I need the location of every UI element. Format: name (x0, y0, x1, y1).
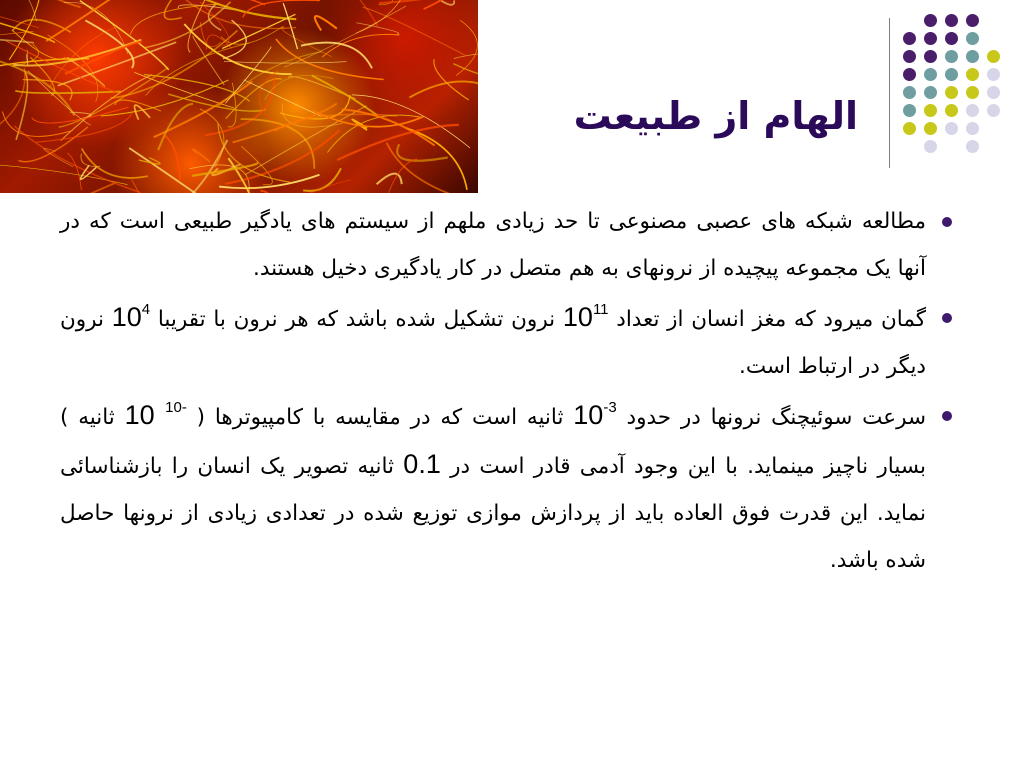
exponent: -3 (603, 399, 617, 416)
decorative-dot (903, 86, 916, 99)
decorative-dot (945, 104, 958, 117)
decorative-dot (924, 122, 937, 135)
number: 10 (562, 302, 593, 332)
fiber-stroke (2, 112, 72, 137)
fiber-stroke (283, 3, 297, 49)
fiber-stroke (144, 2, 230, 48)
decorative-dot (924, 14, 937, 27)
decorative-dot (903, 122, 916, 135)
number: 10 (124, 400, 166, 430)
number-with-exponent (573, 399, 617, 430)
bullet-icon (942, 217, 952, 227)
decorative-dot (987, 68, 1000, 81)
number: 10 (111, 302, 142, 332)
bullet-icon (942, 313, 952, 323)
neural-network-photo (0, 0, 478, 193)
bullet-text-part: گمان میرود که مغز انسان از تعداد (608, 307, 926, 332)
decorative-dot (945, 86, 958, 99)
fiber-stroke (434, 59, 469, 100)
fiber-stroke (0, 39, 34, 45)
decorative-dot (924, 86, 937, 99)
fiber-stroke (315, 16, 337, 30)
fiber-stroke (387, 143, 478, 193)
decorative-dot (903, 68, 916, 81)
decorative-dot-grid (903, 14, 1013, 164)
decorative-dot (987, 86, 1000, 99)
fiber-stroke (67, 153, 81, 190)
fiber-stroke (228, 83, 236, 127)
fiber-stroke (218, 123, 290, 182)
decorative-dot (924, 68, 937, 81)
slide-title: الهام از طبیعت (573, 94, 858, 138)
decorative-dot (903, 104, 916, 117)
bullet-text-part: سرعت سوئیچنگ نرونها در حدود (616, 405, 926, 430)
fiber-stroke (409, 81, 478, 97)
decorative-dot (924, 32, 937, 45)
number: 10 (573, 400, 604, 430)
decorative-dot (966, 86, 979, 99)
fiber-stroke (46, 0, 124, 41)
decorative-dot (903, 32, 916, 45)
fiber-stroke (377, 174, 402, 185)
bullet-item-1 (60, 198, 960, 292)
fiber-stroke (193, 149, 210, 162)
bullet-item-3 (60, 392, 960, 584)
number-with-exponent (562, 301, 609, 332)
fiber-stroke (173, 0, 296, 29)
bullet-text-part: نرون تشکیل شده باشد که هر نرون با تقریبا (150, 307, 563, 332)
fiber-stroke (0, 10, 55, 42)
bullet-text-part: ثانیه تصویر یک انسان را بازشناسائی نماید. این قدرت فوق العاده باید از پردازش موازی توزیع شده در تعدادی زیادی از نرونها حاصل شده باشد. (60, 454, 926, 573)
fiber-stroke (219, 0, 265, 5)
fiber-stroke (225, 130, 339, 184)
fiber-stroke (111, 31, 238, 99)
fiber-stroke (18, 127, 88, 162)
decorative-dot (966, 32, 979, 45)
fiber-stroke (456, 20, 477, 75)
decorative-dot (924, 140, 937, 153)
number-with-exponent (111, 301, 151, 332)
fiber-stroke (397, 144, 448, 161)
decorative-dot (987, 50, 1000, 63)
decorative-dot (945, 68, 958, 81)
exponent: -10 (165, 399, 187, 416)
bullet-item-2 (60, 294, 960, 390)
bullet-text: مطالعه شبکه های عصبی مصنوعی تا حد زیادی ملهم از سیستم های یادگیر طبیعی است که در آنها یک مجموعه پیچیده از نرونهای به هم متصل در کار یادگیری دخیل هستند. (60, 209, 926, 281)
bullet-text-part: ثانیه ) بسیار ناچیز مینماید. با این وجود آدمی قادر است در (60, 405, 927, 479)
decorative-dot (903, 50, 916, 63)
decorative-dot (966, 68, 979, 81)
fiber-stroke (6, 41, 119, 93)
exponent: 4 (141, 301, 151, 318)
decorative-dot (966, 122, 979, 135)
decorative-dot (945, 50, 958, 63)
exponent: 11 (592, 301, 609, 318)
decorative-dot (924, 104, 937, 117)
fiber-stroke (363, 7, 465, 55)
fiber-stroke (261, 191, 296, 193)
decorative-dot (966, 14, 979, 27)
bullet-list (60, 198, 960, 586)
fiber-stroke (356, 23, 399, 35)
bullet-icon (942, 411, 952, 421)
fiber-stroke (15, 91, 121, 93)
fiber-stroke (169, 140, 228, 193)
decorative-dot (966, 50, 979, 63)
decorative-dot (945, 14, 958, 27)
fiber-stroke (291, 0, 378, 26)
fiber-stroke (303, 168, 341, 191)
number: 0.1 (403, 449, 441, 479)
title-divider (889, 18, 890, 168)
decorative-dot (966, 140, 979, 153)
fiber-stroke (0, 0, 81, 7)
bullet-text-part: ثانیه است که در مقایسه با کامپیوترها ( (186, 405, 574, 430)
fiber-stroke (146, 43, 250, 95)
decorative-dot (924, 50, 937, 63)
fiber-stroke (144, 75, 250, 102)
fiber-stroke (135, 105, 151, 120)
fiber-stroke (453, 64, 478, 77)
decorative-dot (945, 122, 958, 135)
decorative-dot (966, 104, 979, 117)
fiber-stroke (36, 113, 132, 142)
decorative-dot (987, 104, 1000, 117)
fiber-stroke (0, 165, 127, 185)
fiber-stroke (284, 6, 406, 67)
bullet-text-part: نرون دیگر در ارتباط است. (60, 307, 926, 379)
decorative-dot (945, 32, 958, 45)
